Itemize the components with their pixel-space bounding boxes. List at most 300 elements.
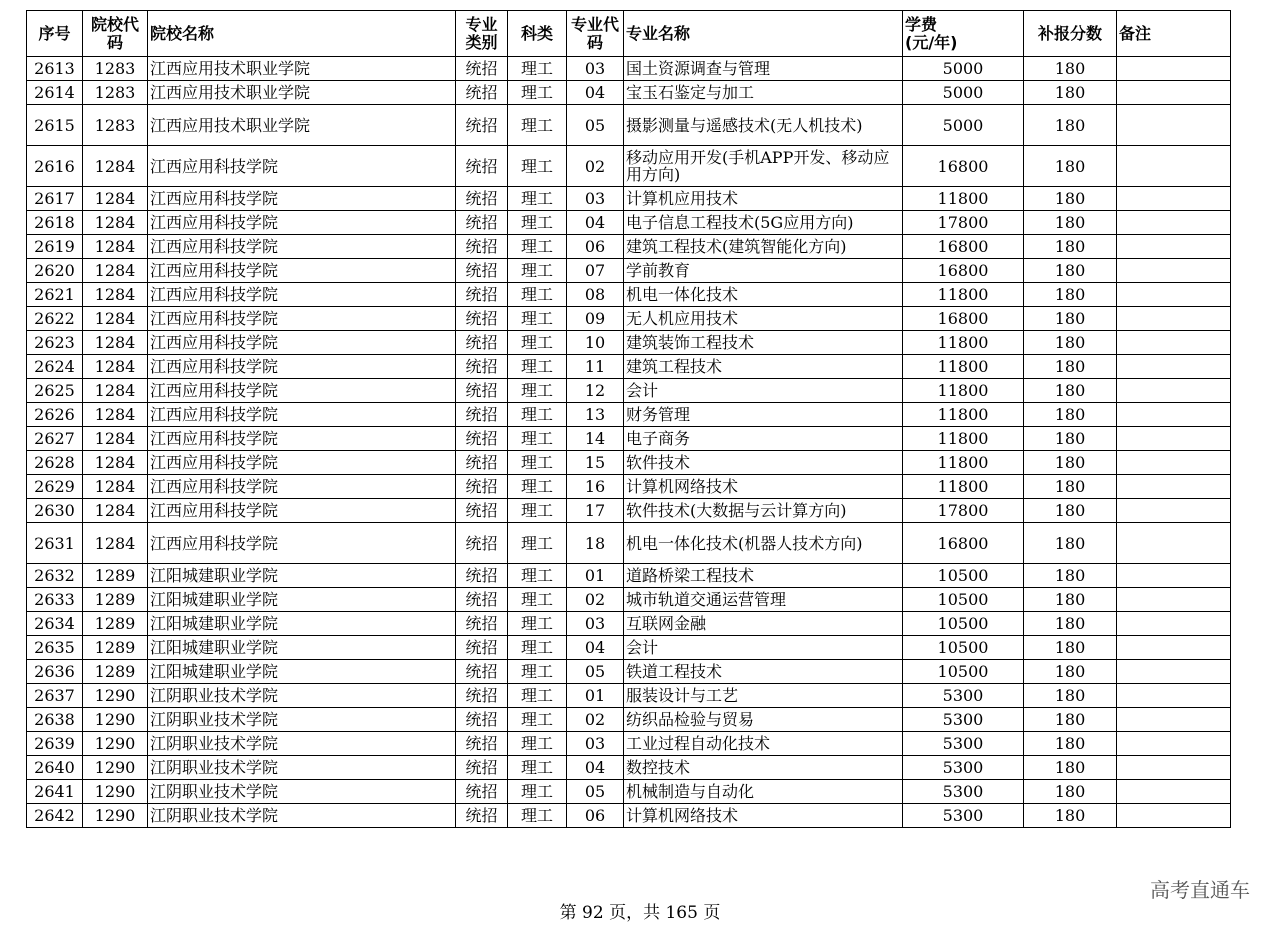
- row-note: [1117, 684, 1231, 708]
- row-school-name: 江西应用科技学院: [148, 307, 456, 331]
- row-major-code: 03: [567, 187, 624, 211]
- row-school-name: 江阳城建职业学院: [148, 612, 456, 636]
- row-major-code: 04: [567, 756, 624, 780]
- row-note: [1117, 780, 1231, 804]
- header-major-name: 专业名称: [624, 11, 903, 57]
- row-major-name: 工业过程自动化技术: [624, 732, 903, 756]
- row-school-name: 江阳城建职业学院: [148, 660, 456, 684]
- row-school-name: 江阴职业技术学院: [148, 732, 456, 756]
- row-major-code: 03: [567, 57, 624, 81]
- row-school-code: 1284: [83, 403, 148, 427]
- row-score: 180: [1024, 451, 1117, 475]
- row-major-category: 统招: [456, 708, 508, 732]
- row-fee: 10500: [903, 564, 1024, 588]
- row-school-name: 江西应用科技学院: [148, 259, 456, 283]
- header-note: 备注: [1117, 11, 1231, 57]
- row-school-name: 江阴职业技术学院: [148, 804, 456, 828]
- row-major-category: 统招: [456, 756, 508, 780]
- row-school-code: 1289: [83, 636, 148, 660]
- row-seq: 2634: [27, 612, 83, 636]
- row-subject: 理工: [508, 283, 567, 307]
- row-fee: 16800: [903, 259, 1024, 283]
- row-school-code: 1283: [83, 105, 148, 146]
- row-seq: 2635: [27, 636, 83, 660]
- row-note: [1117, 146, 1231, 187]
- row-subject: 理工: [508, 307, 567, 331]
- row-major-code: 05: [567, 780, 624, 804]
- row-major-code: 11: [567, 355, 624, 379]
- table-row: [27, 451, 1231, 475]
- row-major-code: 18: [567, 523, 624, 564]
- row-score: 180: [1024, 105, 1117, 146]
- row-note: [1117, 427, 1231, 451]
- table-row: [27, 403, 1231, 427]
- row-school-code: 1290: [83, 684, 148, 708]
- row-note: [1117, 211, 1231, 235]
- row-subject: 理工: [508, 57, 567, 81]
- row-fee: 10500: [903, 588, 1024, 612]
- row-major-name: 建筑装饰工程技术: [624, 331, 903, 355]
- row-major-code: 13: [567, 403, 624, 427]
- row-score: 180: [1024, 475, 1117, 499]
- row-major-name: 会计: [624, 379, 903, 403]
- row-seq: 2641: [27, 780, 83, 804]
- table-row: [27, 564, 1231, 588]
- row-school-code: 1289: [83, 564, 148, 588]
- row-subject: 理工: [508, 259, 567, 283]
- row-fee: 5300: [903, 756, 1024, 780]
- row-school-name: 江阴职业技术学院: [148, 684, 456, 708]
- row-major-category: 统招: [456, 636, 508, 660]
- row-major-code: 06: [567, 235, 624, 259]
- row-major-name: 机电一体化技术(机器人技术方向): [624, 523, 903, 564]
- row-score: 180: [1024, 331, 1117, 355]
- row-major-code: 09: [567, 307, 624, 331]
- row-fee: 5300: [903, 780, 1024, 804]
- row-major-code: 02: [567, 708, 624, 732]
- row-note: [1117, 564, 1231, 588]
- row-major-category: 统招: [456, 732, 508, 756]
- row-score: 180: [1024, 708, 1117, 732]
- row-major-category: 统招: [456, 81, 508, 105]
- row-note: [1117, 307, 1231, 331]
- row-major-code: 07: [567, 259, 624, 283]
- row-major-code: 04: [567, 81, 624, 105]
- row-school-code: 1284: [83, 379, 148, 403]
- table-row: [27, 588, 1231, 612]
- row-major-code: 10: [567, 331, 624, 355]
- header-fee: 学费 (元/年): [903, 11, 1024, 57]
- header-subject: 科类: [508, 11, 567, 57]
- row-subject: 理工: [508, 732, 567, 756]
- table-row: [27, 684, 1231, 708]
- row-major-name: 数控技术: [624, 756, 903, 780]
- row-note: [1117, 612, 1231, 636]
- row-major-name: 机械制造与自动化: [624, 780, 903, 804]
- row-school-name: 江西应用科技学院: [148, 211, 456, 235]
- row-score: 180: [1024, 499, 1117, 523]
- row-major-name: 城市轨道交通运营管理: [624, 588, 903, 612]
- row-major-name: 学前教育: [624, 259, 903, 283]
- row-seq: 2637: [27, 684, 83, 708]
- row-major-code: 03: [567, 732, 624, 756]
- row-major-name: 会计: [624, 636, 903, 660]
- row-school-name: 江阴职业技术学院: [148, 756, 456, 780]
- page-footer: [0, 898, 1280, 923]
- row-seq: 2618: [27, 211, 83, 235]
- row-note: [1117, 259, 1231, 283]
- row-note: [1117, 756, 1231, 780]
- row-fee: 16800: [903, 307, 1024, 331]
- row-school-code: 1284: [83, 235, 148, 259]
- row-major-name: 财务管理: [624, 403, 903, 427]
- row-seq: 2636: [27, 660, 83, 684]
- row-school-name: 江阳城建职业学院: [148, 588, 456, 612]
- table-row: [27, 732, 1231, 756]
- row-school-name: 江西应用科技学院: [148, 475, 456, 499]
- row-school-code: 1289: [83, 660, 148, 684]
- row-major-category: 统招: [456, 146, 508, 187]
- row-major-category: 统招: [456, 379, 508, 403]
- row-score: 180: [1024, 588, 1117, 612]
- row-seq: 2627: [27, 427, 83, 451]
- row-score: 180: [1024, 523, 1117, 564]
- row-major-code: 08: [567, 283, 624, 307]
- row-school-code: 1284: [83, 331, 148, 355]
- table-row: [27, 379, 1231, 403]
- row-note: [1117, 660, 1231, 684]
- row-school-name: 江西应用科技学院: [148, 331, 456, 355]
- table-row: [27, 636, 1231, 660]
- row-subject: 理工: [508, 684, 567, 708]
- page-number-label: 第 92 页，共 165 页: [559, 903, 721, 923]
- row-seq: 2626: [27, 403, 83, 427]
- row-major-category: 统招: [456, 259, 508, 283]
- row-subject: 理工: [508, 588, 567, 612]
- row-seq: 2617: [27, 187, 83, 211]
- table-row: [27, 307, 1231, 331]
- row-note: [1117, 451, 1231, 475]
- row-major-code: 06: [567, 804, 624, 828]
- row-school-name: 江西应用科技学院: [148, 403, 456, 427]
- row-major-name: 道路桥梁工程技术: [624, 564, 903, 588]
- row-major-code: 14: [567, 427, 624, 451]
- row-fee: 16800: [903, 523, 1024, 564]
- row-major-name: 国土资源调查与管理: [624, 57, 903, 81]
- row-score: 180: [1024, 756, 1117, 780]
- row-major-code: 16: [567, 475, 624, 499]
- row-major-name: 计算机网络技术: [624, 475, 903, 499]
- row-subject: 理工: [508, 451, 567, 475]
- row-major-code: 12: [567, 379, 624, 403]
- row-seq: 2620: [27, 259, 83, 283]
- row-major-name: 电子商务: [624, 427, 903, 451]
- row-major-code: 04: [567, 211, 624, 235]
- row-note: [1117, 355, 1231, 379]
- row-score: 180: [1024, 81, 1117, 105]
- row-seq: 2632: [27, 564, 83, 588]
- row-major-name: 计算机网络技术: [624, 804, 903, 828]
- row-seq: 2624: [27, 355, 83, 379]
- header-row: [27, 11, 1231, 57]
- row-score: 180: [1024, 187, 1117, 211]
- row-score: 180: [1024, 612, 1117, 636]
- header-major-code: 专业代码: [567, 11, 624, 57]
- row-major-name: 建筑工程技术: [624, 355, 903, 379]
- row-school-code: 1284: [83, 307, 148, 331]
- row-school-name: 江阴职业技术学院: [148, 708, 456, 732]
- row-school-name: 江西应用技术职业学院: [148, 57, 456, 81]
- row-fee: 17800: [903, 499, 1024, 523]
- row-major-name: 宝玉石鉴定与加工: [624, 81, 903, 105]
- table-row: [27, 708, 1231, 732]
- row-fee: 11800: [903, 403, 1024, 427]
- row-seq: 2622: [27, 307, 83, 331]
- row-major-name: 无人机应用技术: [624, 307, 903, 331]
- row-major-name: 建筑工程技术(建筑智能化方向): [624, 235, 903, 259]
- row-major-category: 统招: [456, 612, 508, 636]
- row-subject: 理工: [508, 331, 567, 355]
- row-note: [1117, 636, 1231, 660]
- row-school-name: 江西应用科技学院: [148, 451, 456, 475]
- row-major-category: 统招: [456, 684, 508, 708]
- row-subject: 理工: [508, 804, 567, 828]
- watermark-text: 高考直通车: [1150, 878, 1250, 902]
- row-school-name: 江西应用科技学院: [148, 187, 456, 211]
- table-row: [27, 146, 1231, 187]
- row-score: 180: [1024, 283, 1117, 307]
- row-fee: 11800: [903, 331, 1024, 355]
- row-note: [1117, 235, 1231, 259]
- row-subject: 理工: [508, 708, 567, 732]
- row-score: 180: [1024, 403, 1117, 427]
- row-major-code: 17: [567, 499, 624, 523]
- row-school-code: 1284: [83, 523, 148, 564]
- row-fee: 5300: [903, 708, 1024, 732]
- row-score: 180: [1024, 684, 1117, 708]
- row-major-name: 软件技术(大数据与云计算方向): [624, 499, 903, 523]
- row-subject: 理工: [508, 379, 567, 403]
- row-major-category: 统招: [456, 57, 508, 81]
- row-school-name: 江西应用科技学院: [148, 355, 456, 379]
- table-row: [27, 355, 1231, 379]
- row-school-name: 江西应用技术职业学院: [148, 105, 456, 146]
- row-major-category: 统招: [456, 804, 508, 828]
- row-major-name: 纺织品检验与贸易: [624, 708, 903, 732]
- row-score: 180: [1024, 636, 1117, 660]
- row-fee: 5300: [903, 732, 1024, 756]
- row-school-code: 1290: [83, 708, 148, 732]
- row-major-category: 统招: [456, 780, 508, 804]
- table-row: [27, 780, 1231, 804]
- row-subject: 理工: [508, 81, 567, 105]
- row-subject: 理工: [508, 427, 567, 451]
- row-subject: 理工: [508, 211, 567, 235]
- table-row: [27, 57, 1231, 81]
- row-school-code: 1289: [83, 588, 148, 612]
- row-fee: 5000: [903, 81, 1024, 105]
- row-seq: 2615: [27, 105, 83, 146]
- row-school-name: 江西应用科技学院: [148, 379, 456, 403]
- table-row: [27, 499, 1231, 523]
- row-school-code: 1289: [83, 612, 148, 636]
- table-row: [27, 235, 1231, 259]
- row-major-category: 统招: [456, 523, 508, 564]
- table-row: [27, 427, 1231, 451]
- table-body: [27, 57, 1231, 828]
- row-subject: 理工: [508, 105, 567, 146]
- row-fee: 16800: [903, 235, 1024, 259]
- row-note: [1117, 499, 1231, 523]
- header-school-code: 院校代码: [83, 11, 148, 57]
- row-major-category: 统招: [456, 211, 508, 235]
- row-major-category: 统招: [456, 588, 508, 612]
- row-subject: 理工: [508, 187, 567, 211]
- row-fee: 5000: [903, 105, 1024, 146]
- row-fee: 11800: [903, 475, 1024, 499]
- row-subject: 理工: [508, 660, 567, 684]
- row-school-code: 1284: [83, 427, 148, 451]
- row-score: 180: [1024, 57, 1117, 81]
- row-school-code: 1290: [83, 780, 148, 804]
- row-fee: 5300: [903, 804, 1024, 828]
- row-major-category: 统招: [456, 451, 508, 475]
- row-note: [1117, 283, 1231, 307]
- row-fee: 10500: [903, 660, 1024, 684]
- row-subject: 理工: [508, 564, 567, 588]
- table-row: [27, 211, 1231, 235]
- row-note: [1117, 588, 1231, 612]
- row-major-code: 01: [567, 564, 624, 588]
- row-subject: 理工: [508, 636, 567, 660]
- row-seq: 2633: [27, 588, 83, 612]
- row-major-category: 统招: [456, 475, 508, 499]
- row-school-name: 江阳城建职业学院: [148, 636, 456, 660]
- row-major-category: 统招: [456, 187, 508, 211]
- row-major-code: 03: [567, 612, 624, 636]
- row-school-code: 1290: [83, 756, 148, 780]
- admissions-table: [26, 10, 1231, 828]
- header-major-category: 专业类别: [456, 11, 508, 57]
- header-seq: 序号: [27, 11, 83, 57]
- table-row: [27, 81, 1231, 105]
- row-score: 180: [1024, 235, 1117, 259]
- row-score: 180: [1024, 379, 1117, 403]
- row-note: [1117, 732, 1231, 756]
- row-school-code: 1284: [83, 451, 148, 475]
- table-row: [27, 523, 1231, 564]
- row-major-name: 计算机应用技术: [624, 187, 903, 211]
- row-subject: 理工: [508, 523, 567, 564]
- row-school-name: 江西应用科技学院: [148, 146, 456, 187]
- row-fee: 11800: [903, 451, 1024, 475]
- row-note: [1117, 804, 1231, 828]
- row-major-category: 统招: [456, 105, 508, 146]
- row-school-name: 江西应用科技学院: [148, 523, 456, 564]
- row-major-name: 互联网金融: [624, 612, 903, 636]
- row-seq: 2613: [27, 57, 83, 81]
- row-note: [1117, 403, 1231, 427]
- row-school-name: 江阴职业技术学院: [148, 780, 456, 804]
- row-major-category: 统招: [456, 283, 508, 307]
- row-school-code: 1290: [83, 804, 148, 828]
- row-seq: 2621: [27, 283, 83, 307]
- row-major-name: 服装设计与工艺: [624, 684, 903, 708]
- row-major-code: 02: [567, 588, 624, 612]
- row-seq: 2628: [27, 451, 83, 475]
- table-row: [27, 259, 1231, 283]
- row-fee: 17800: [903, 211, 1024, 235]
- row-major-category: 统招: [456, 235, 508, 259]
- row-seq: 2631: [27, 523, 83, 564]
- row-seq: 2642: [27, 804, 83, 828]
- row-subject: 理工: [508, 756, 567, 780]
- row-note: [1117, 105, 1231, 146]
- table-row: [27, 756, 1231, 780]
- row-score: 180: [1024, 146, 1117, 187]
- row-school-code: 1284: [83, 355, 148, 379]
- table-row: [27, 804, 1231, 828]
- row-school-code: 1283: [83, 81, 148, 105]
- row-subject: 理工: [508, 355, 567, 379]
- row-major-code: 15: [567, 451, 624, 475]
- row-score: 180: [1024, 732, 1117, 756]
- row-major-category: 统招: [456, 355, 508, 379]
- row-note: [1117, 379, 1231, 403]
- row-score: 180: [1024, 307, 1117, 331]
- row-school-code: 1283: [83, 57, 148, 81]
- row-school-code: 1284: [83, 259, 148, 283]
- row-fee: 11800: [903, 379, 1024, 403]
- table-row: [27, 283, 1231, 307]
- row-major-code: 05: [567, 105, 624, 146]
- row-fee: 5300: [903, 684, 1024, 708]
- row-score: 180: [1024, 211, 1117, 235]
- row-note: [1117, 187, 1231, 211]
- row-major-category: 统招: [456, 660, 508, 684]
- row-subject: 理工: [508, 475, 567, 499]
- row-subject: 理工: [508, 403, 567, 427]
- header-score: 补报分数: [1024, 11, 1117, 57]
- table-row: [27, 475, 1231, 499]
- row-fee: 11800: [903, 283, 1024, 307]
- row-major-code: 04: [567, 636, 624, 660]
- row-school-code: 1284: [83, 475, 148, 499]
- row-school-code: 1290: [83, 732, 148, 756]
- row-major-category: 统招: [456, 427, 508, 451]
- row-note: [1117, 331, 1231, 355]
- row-score: 180: [1024, 804, 1117, 828]
- row-subject: 理工: [508, 612, 567, 636]
- row-subject: 理工: [508, 499, 567, 523]
- row-school-code: 1284: [83, 187, 148, 211]
- row-score: 180: [1024, 355, 1117, 379]
- row-fee: 10500: [903, 636, 1024, 660]
- row-major-code: 02: [567, 146, 624, 187]
- row-seq: 2638: [27, 708, 83, 732]
- row-fee: 11800: [903, 427, 1024, 451]
- row-score: 180: [1024, 259, 1117, 283]
- row-score: 180: [1024, 780, 1117, 804]
- row-school-name: 江西应用科技学院: [148, 427, 456, 451]
- row-fee: 10500: [903, 612, 1024, 636]
- row-seq: 2619: [27, 235, 83, 259]
- row-score: 180: [1024, 660, 1117, 684]
- table-row: [27, 331, 1231, 355]
- row-subject: 理工: [508, 780, 567, 804]
- row-school-name: 江西应用技术职业学院: [148, 81, 456, 105]
- row-note: [1117, 708, 1231, 732]
